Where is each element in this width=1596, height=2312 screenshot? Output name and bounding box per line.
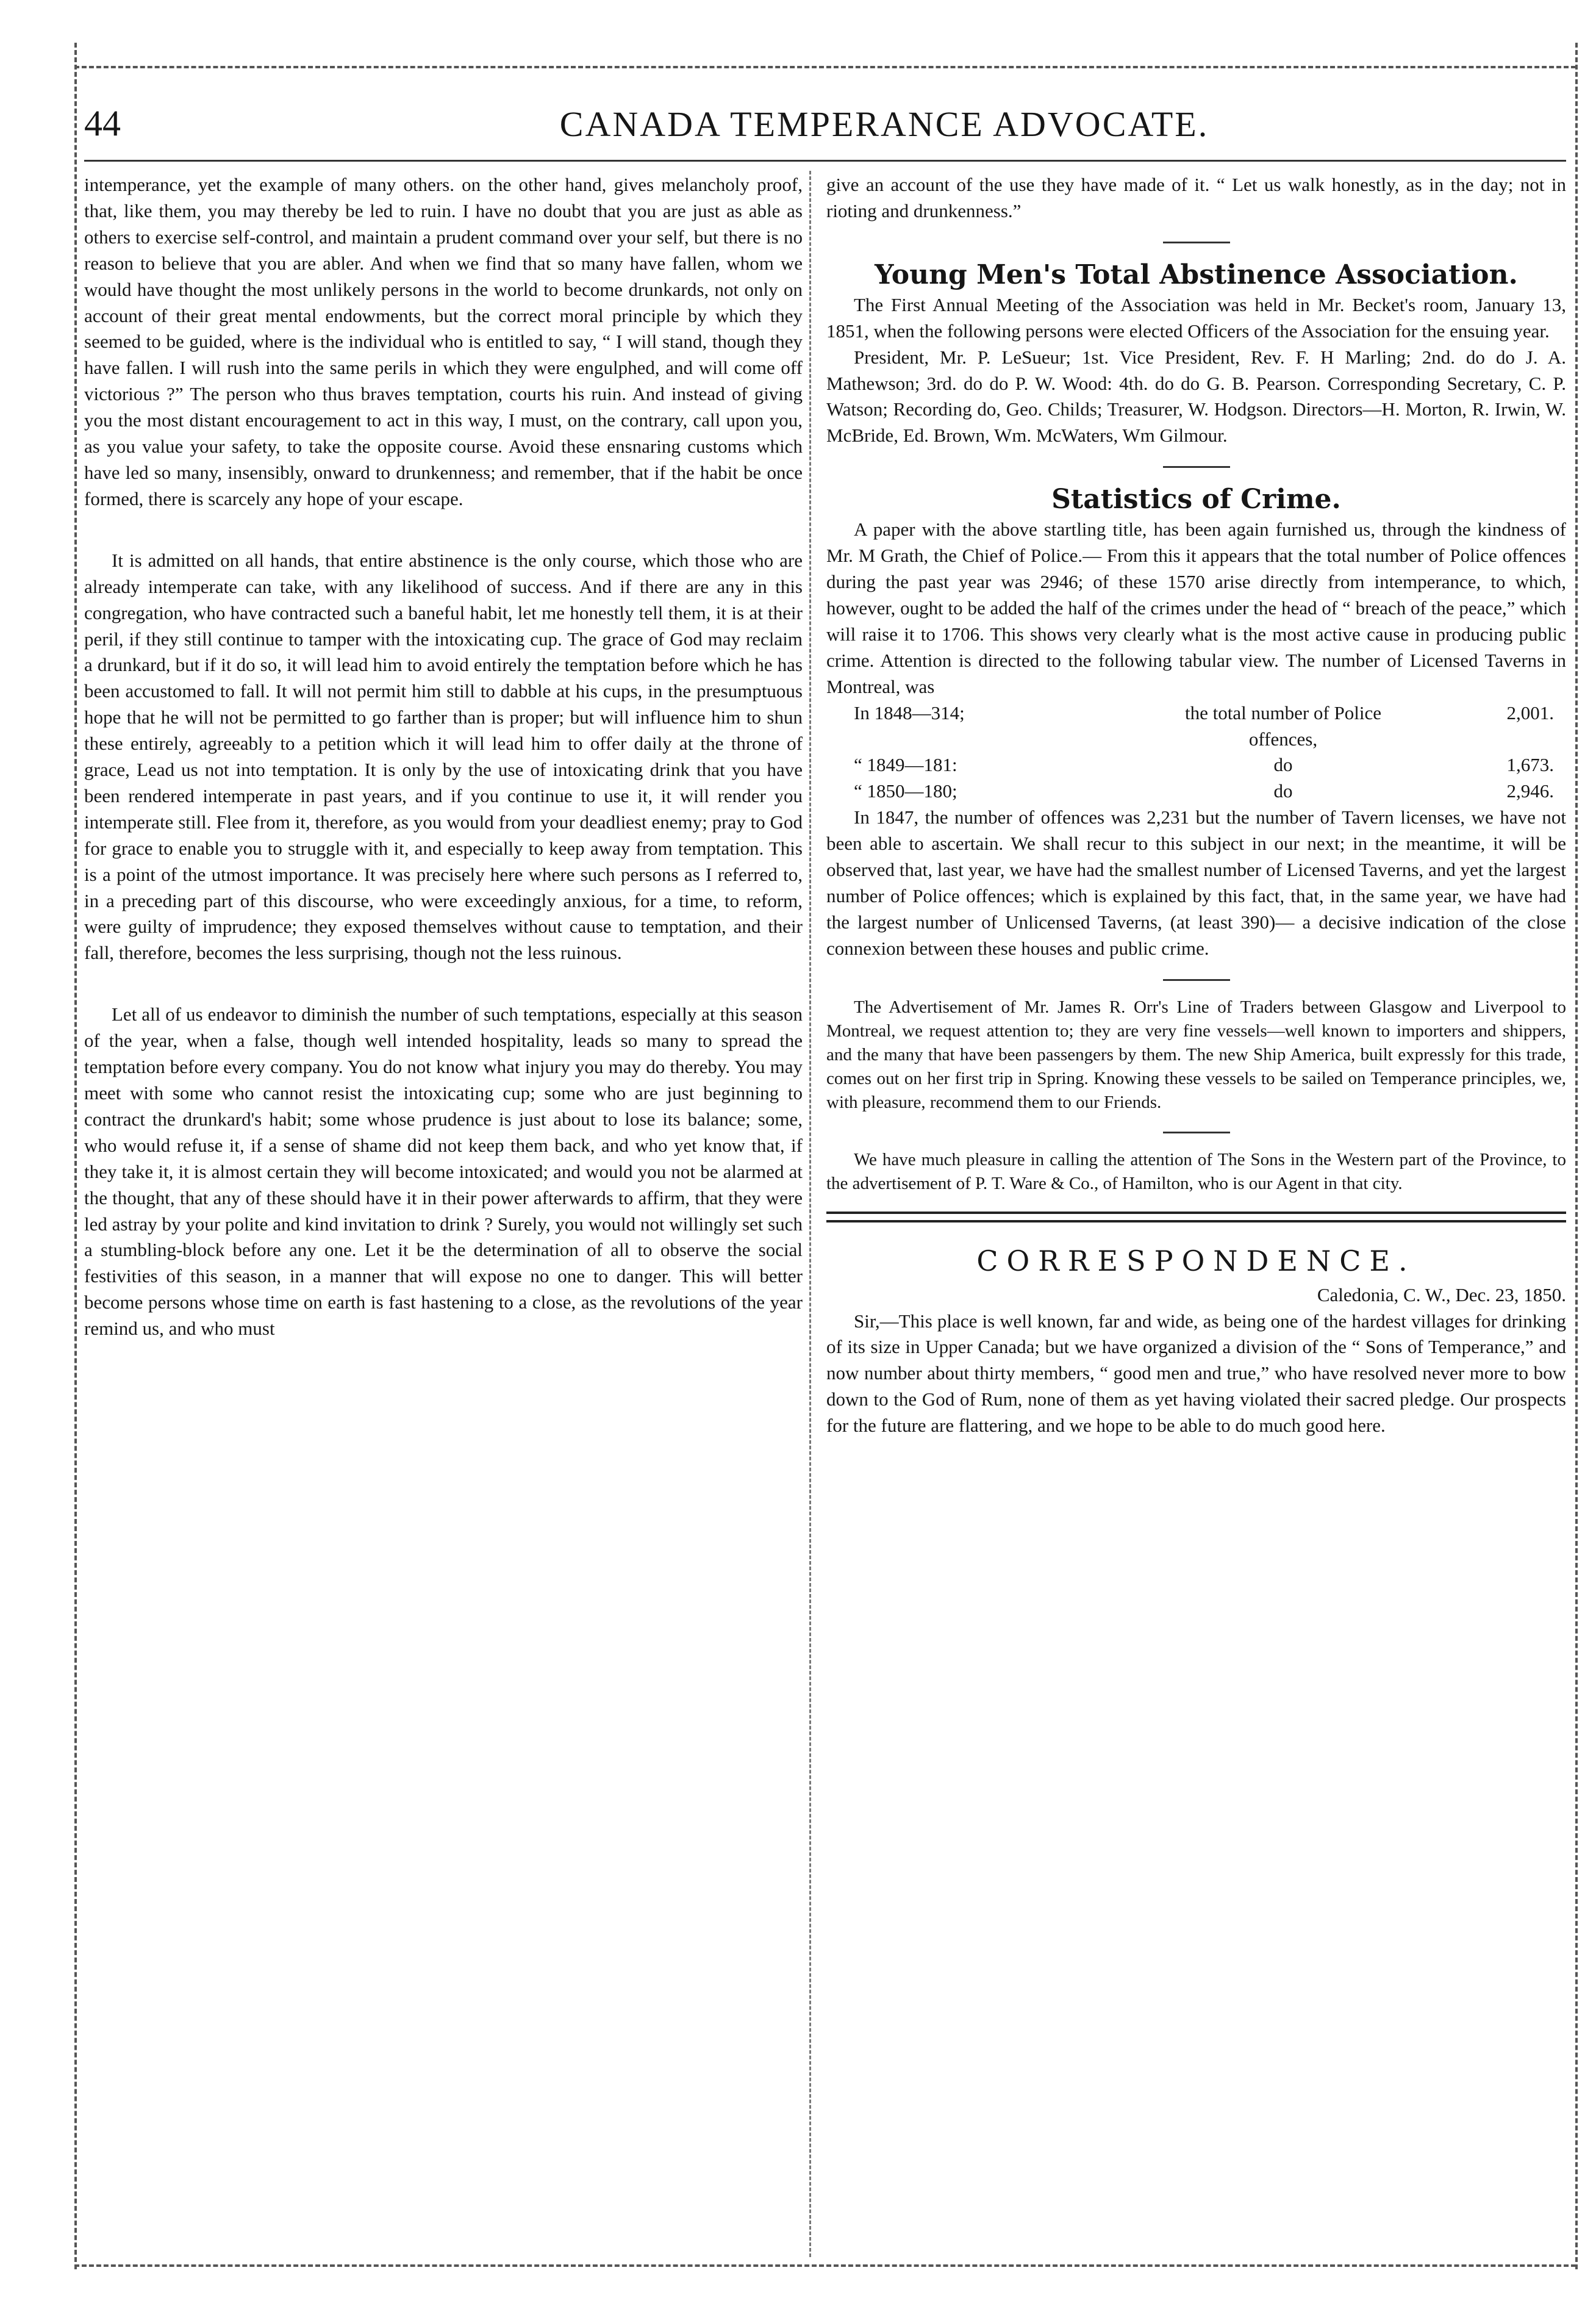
crime-table-row: [826, 752, 1566, 778]
header-rule: [84, 160, 1566, 162]
left-column: [84, 172, 803, 1342]
correspondence-heading: CORRESPONDENCE.: [976, 1244, 1416, 1277]
crime-table-year: “ 1850—180;: [854, 780, 957, 802]
page-number: 44: [84, 103, 121, 143]
advertisement-notice-2: We have much pleasure in calling the attention of The Sons in the Western part of the Province, to the advertisement of P. T. Ware & Co., of Hamilton, who is our Agent in that city.: [826, 1149, 1566, 1193]
crime-table-row: [826, 700, 1566, 753]
crime-paragraph-2: In 1847, the number of offences was 2,231 but the number of Tavern licenses, we have not been able to ascertain. We shall recur to this subject in our next; in the meantime, it will be observed that, last year, we have had the smallest number of Licensed Taverns, and yet the largest number of Police offences; which is explained by this fact, that, in the same year, we have had the largest number of Unlicensed Taverns, (at least 390)— a decisive indication of the close connexion between these houses and public crime.: [826, 806, 1566, 959]
crime-table-label: do: [1273, 780, 1293, 802]
masthead-title: CANADA TEMPERANCE ADVOCATE.: [559, 104, 1209, 144]
frame-border-bottom: [74, 2264, 1576, 2267]
frame-border-right: [1575, 43, 1578, 2269]
frame-border-left: [74, 43, 77, 2269]
sermon-paragraph-1: intemperance, yet the example of many others. on the other hand, gives melancholy proof, that, like them, you may thereby be led to ruin. I have no doubt that you are just as able as others to exercise self-control, and maintain a prudent command over your self, but there is no reason to believe that you are abler. And when we find that so many have fallen, whom we would have thought the most unlikely persons in the world to become drunkards, not only on account of their great mental endowments, but the correct moral principle by which they seemed to be guided, where is the individual who is entitled to say, “ I will stand, though they have fallen. I will rush into the same perils in which they were engulphed, and will come off victorious ?” The person who thus braves temptation, courts his ruin. And instead of giving you the most distant encouragement to act in this way, I must, on the contrary, call upon you, as you value your safety, to take the opposite course. Avoid these ensnaring customs which have led so many, insensibly, onward to drunkenness; and remember, that if the habit be once formed, there is scarcely any hope of your escape.: [84, 174, 803, 509]
section-rule: [1163, 1132, 1230, 1133]
column-divider: [809, 171, 811, 2257]
sermon-paragraph-3: Let all of us endeavor to diminish the number of such temptations, especially at this season of the year, when a false, though well intended hospitality, leads so many to spread the temptation before every company. You do not know what injury you may do thereby. You may meet with some who cannot resist the intoxicating cup; some who are just beginning to contract the drunkard's habit; some whose prudence is just about to lose its balance; some, who would refuse it, if a sense of shame did not keep them back, and who yet know that, if they take it, it is almost certain they will become intoxicated; and would you not be alarmed at the thought, that any of these should have it in their power afterwards to affirm, that they were led astray by your polite and kind invitation to drink ? Surely, you would not willingly set such a stumbling-block before any one. Let it be the determination of all to observe the social festivities of this season, in a manner that will expose no one to danger. This will better become persons whose time on earth is fast hastening to a close, as the revolutions of the year remind us, and who must: [84, 1003, 803, 1340]
double-rule: [826, 1212, 1566, 1222]
right-column: [826, 172, 1566, 1439]
frame-border-top: [74, 66, 1576, 68]
crime-heading: Statistics of Crime.: [1051, 484, 1341, 515]
advertisement-notice-1: The Advertisement of Mr. James R. Orr's Line of Traders between Glasgow and Liverpool to Montreal, we request attention to; they are very fine vessels—well known to importers and shippers, and the many that have been passengers by them. The new Ship America, built expressly for this trade, comes out on her first trip in Spring. Knowing these vessels to be sailed on Temperance principles, we, with pleasure, recommend them to our Friends.: [826, 997, 1566, 1112]
sermon-paragraph-2: It is admitted on all hands, that entire abstinence is the only course, which those who are already intemperate can take, with any likelihood of success. And if there are any in this congregation, who have contracted such a baneful habit, let me honestly tell them, it is at their peril, if they still continue to tamper with the intoxicating cup. The grace of God may reclaim a drunkard, but if it do so, it will lead him to avoid entirely the temptation before which he has been accustomed to fall. It will not permit him still to dabble at his cups, in the presumptuous hope that he will not be permitted to go farther than is proper; but will influence him to shun these entirely, agreeably to a petition which it will lead him to offer daily at the throne of grace, Lead us not into temptation. It is only by the use of intoxicating drink that you have been rendered intemperate in past years, and if you continue to use it, it will render you intemperate still. Flee from it, therefore, as you would from your deadliest enemy; pray to God for grace to enable you to struggle with it, and especially to keep away from temptation. This is a point of the utmost importance. It was precisely here where such persons as I referred to, in a preceding part of this discourse, who were exceedingly anxious, for a time, to reform, were guilty of imprudence; they exposed themselves without cause to temptation, and their fall, therefore, becomes the less surprising, though not the less ruinous.: [84, 549, 803, 964]
crime-table-row: [826, 778, 1566, 805]
crime-table-year: “ 1849—181:: [854, 754, 957, 776]
section-rule: [1163, 466, 1230, 468]
crime-table-label: the total number of Police offences,: [1185, 702, 1381, 750]
young-men-heading: Young Men's Total Abstinence Association.: [875, 259, 1518, 290]
crime-table-label: do: [1273, 754, 1293, 776]
sermon-continuation: give an account of the use they have made of it. “ Let us walk honestly, as in the day; not in rioting and drunkenness.”: [826, 174, 1566, 221]
letter-paragraph-1: Sir,—This place is well known, far and wide, as being one of the hardest villages for drinking of its size in Upper Canada; but we have organized a division of the “ Sons of Temperance,” and now number about thirty members, “ good men and true,” who have resolved never more to bow down to the God of Rum, none of them as yet having violated their sacred pledge. Our prospects for the future are flattering, and we hope to be able to do much good here.: [826, 1310, 1566, 1437]
crime-paragraph-1: A paper with the above startling title, has been again furnished us, through the kindness of Mr. M Grath, the Chief of Police.— From this it appears that the total number of Police offences during the past year was 2946; of these 1570 arise directly from intemperance, to which, however, ought to be added the half of the crimes under the head of “ breach of the peace,” which will raise it to 1706. This shows very clearly what is the most active cause in producing public crime. Attention is directed to the following tabular view. The number of Licensed Taverns in Montreal, was: [826, 519, 1566, 697]
young-men-paragraph-1: The First Annual Meeting of the Association was held in Mr. Becket's room, January 13, 1851, when the following persons were elected Officers of the Association for the ensuing year.: [826, 293, 1566, 342]
young-men-officers: President, Mr. P. LeSueur; 1st. Vice President, Rev. F. H Marling; 2nd. do do J. A. Mathewson; 3rd. do do P. W. Wood: 4th. do do G. B. Pearson. Corresponding Secretary, C. P. Watson; Recording do, Geo. Childs; Treasurer, W. Hodgson. Directors—H. Morton, R. Irwin, W. McBride, Ed. Brown, Wm. McWaters, Wm Gilmour.: [826, 346, 1566, 447]
section-rule: [1163, 242, 1230, 243]
crime-table-value: 1,673.: [1506, 754, 1554, 776]
crime-table-year: In 1848—314;: [854, 702, 965, 723]
letter-dateline: Caledonia, C. W., Dec. 23, 1850.: [1317, 1283, 1566, 1305]
crime-table-value: 2,946.: [1506, 780, 1554, 802]
section-rule: [1163, 979, 1230, 981]
crime-table-value: 2,001.: [1506, 702, 1554, 723]
